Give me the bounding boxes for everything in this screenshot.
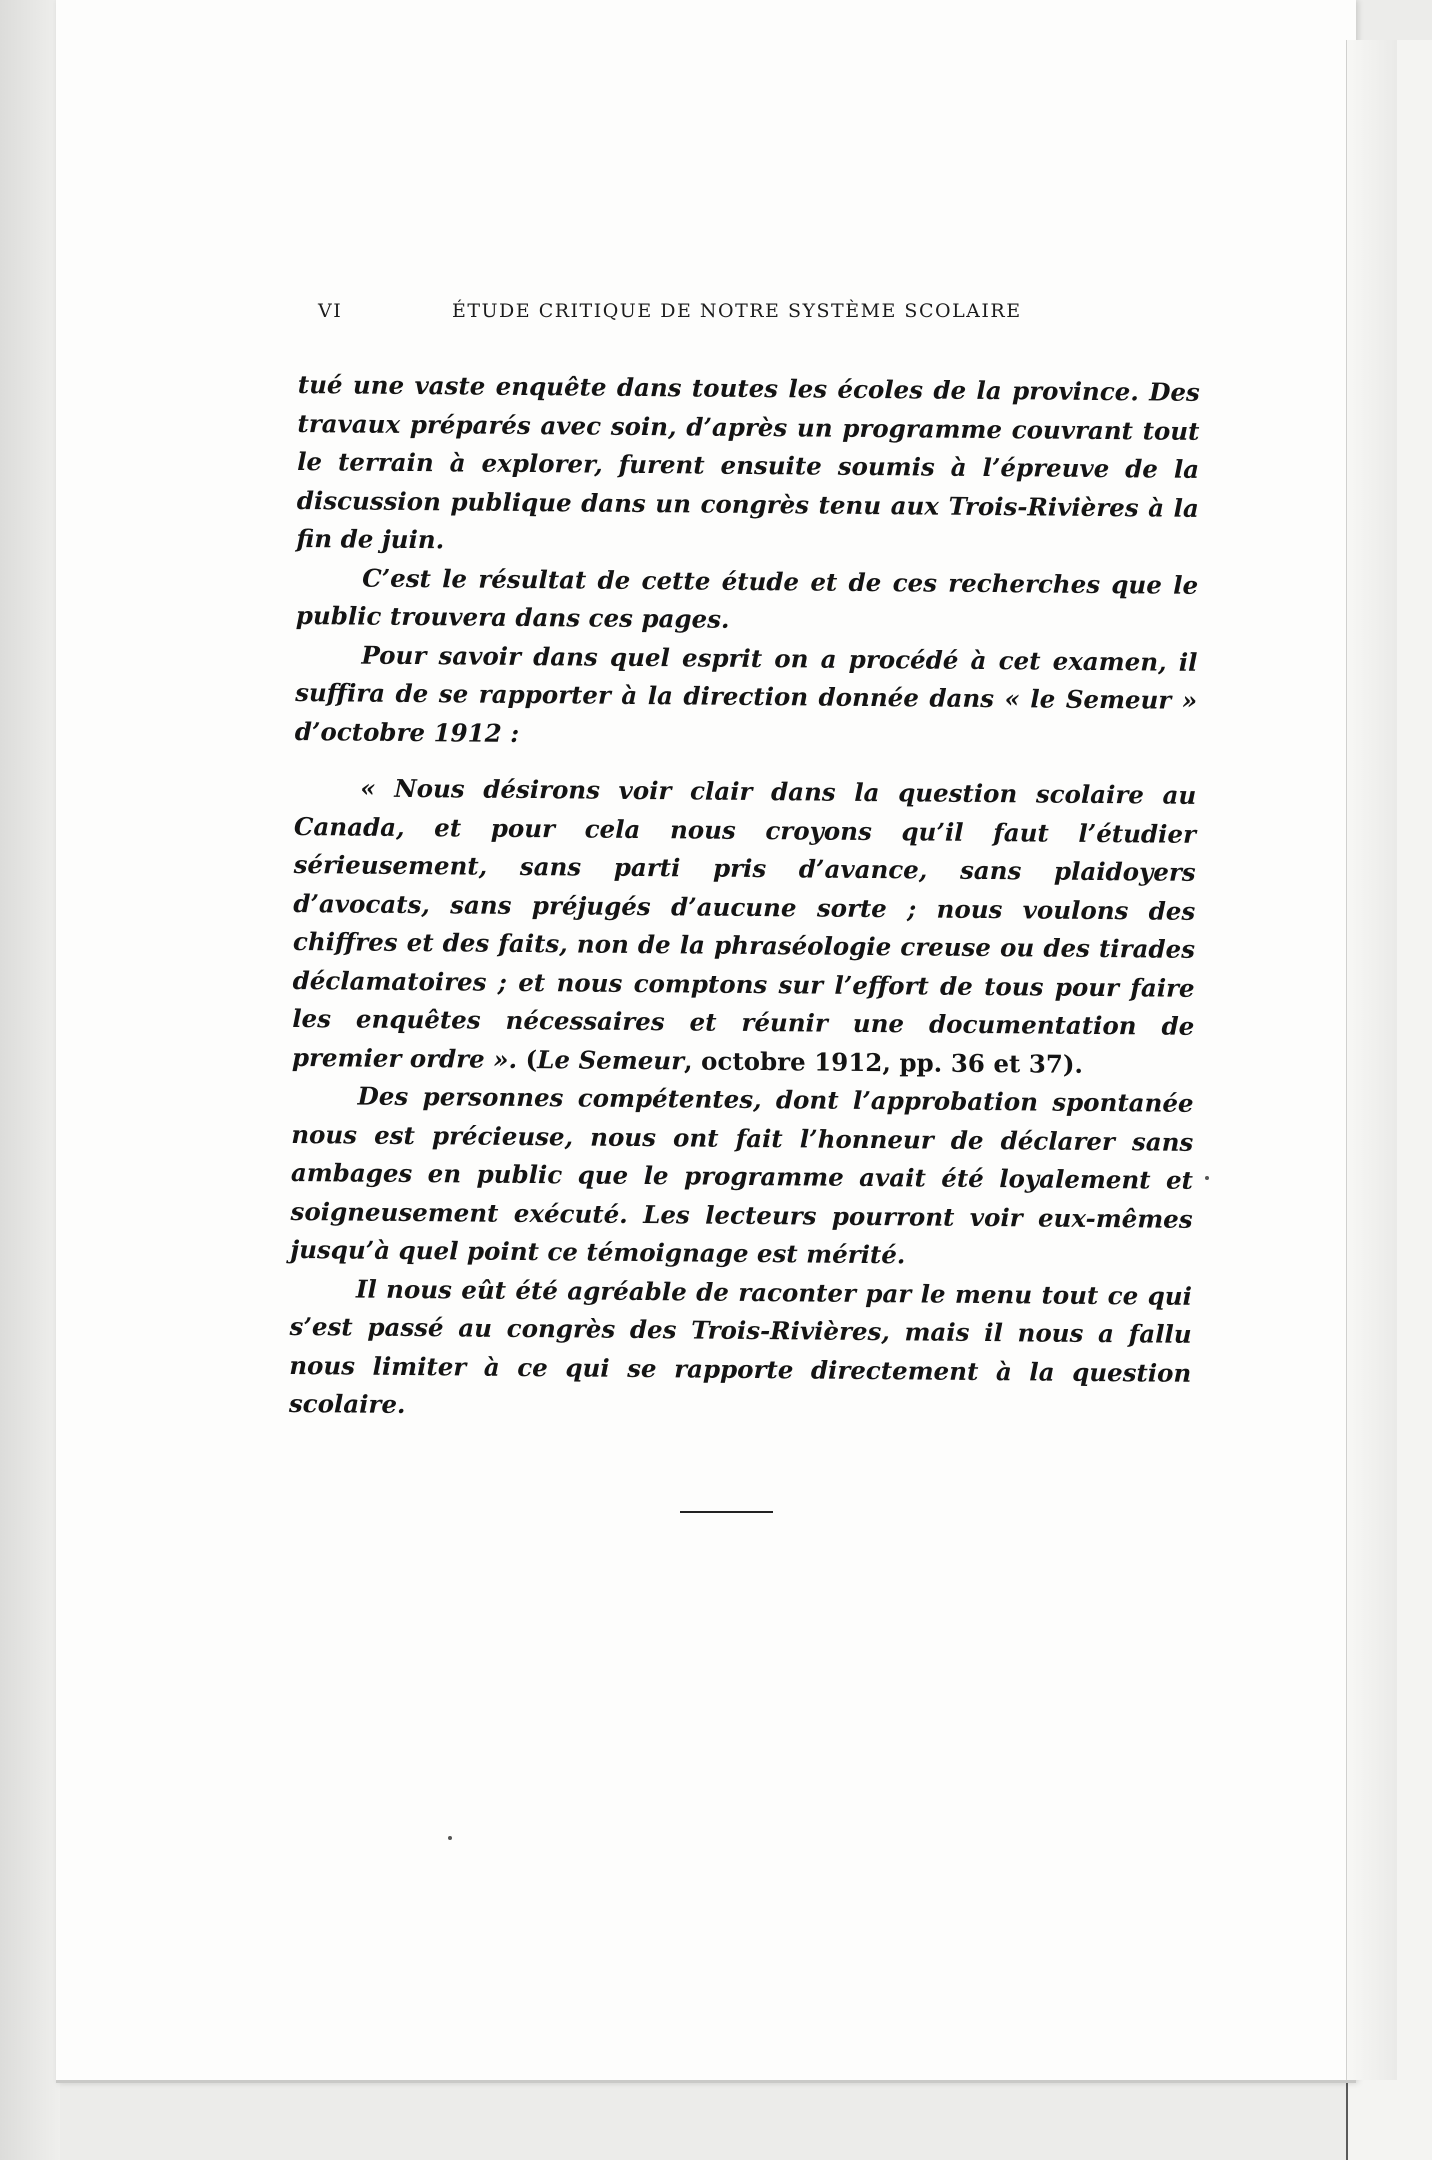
citation: [526, 1045, 1084, 1079]
paragraph-continued: tué une vaste enquête dans toutes les écoles de la province. Des travaux préparés avec soin, d’après un programme couvrant tout le terrain à explorer, furent ensuite soumis à l’épreuve de la discussion publique dans un congrès tenu aux Trois-Rivières à la fin de juin.: [296, 369, 1200, 555]
left-margin-shadow: [0, 0, 60, 2160]
citation-open: (: [525, 1044, 538, 1074]
page-number: VI: [318, 300, 343, 322]
print-speck: [448, 1836, 452, 1840]
paragraph-quotation: [292, 769, 1197, 1085]
paragraph-approval: Des personnes compétentes, dont l’approbation spontanée nous est précieuse, nous ont fait l’honneur de déclarer sans ambages en public que le programme avait été loyalement et soigneusement exécuté. Les lecteurs pourront voir eux-mêmes jusqu’à quel point ce témoignage est mérité.: [290, 1081, 1194, 1270]
citation-rest: , octobre 1912, pp. 36 et 37).: [683, 1045, 1084, 1079]
running-title: ÉTUDE CRITIQUE DE NOTRE SYSTÈME SCOLAIRE: [452, 300, 1022, 322]
paragraph-result: C’est le résultat de cette étude et de ces recherches que le public trouvera dans ces pages.: [295, 563, 1199, 634]
body-text: [289, 366, 1200, 1431]
page-fold-edge: [1346, 40, 1397, 2080]
running-head: [318, 300, 1198, 340]
print-speck: [1205, 1176, 1209, 1180]
citation-source: Le Semeur: [537, 1044, 685, 1075]
paragraph-congress: Il nous eût été agréable de raconter par le menu tout ce qui s’est passé au congrès des Trois-Rivières, mais il nous a fallu nous limiter à ce qui se rapporte directement à la question scolaire.: [288, 1274, 1193, 1419]
paragraph-direction: Pour savoir dans quel esprit on a procédé à cet examen, il suffira de se rapporter à la direction donnée dans « le Semeur » d’octobre 1912 :: [294, 640, 1198, 748]
quotation-text: « Nous désirons voir clair dans la question scolaire au Canada, et pour cela nous croyons qu’il faut l’étudier sérieusement, sans parti pris d’avance, sans plaidoyers d’avocats, sans préjugés d’aucune sorte ; nous voulons des chiffres et des faits, non de la phraséologie creuse ou des tirades déclamatoires ; et nous comptons sur l’effort de tous pour faire les enquêtes nécessaires et réunir une documentation de premier ordre ».: [291, 773, 1197, 1074]
end-rule: [680, 1511, 773, 1513]
